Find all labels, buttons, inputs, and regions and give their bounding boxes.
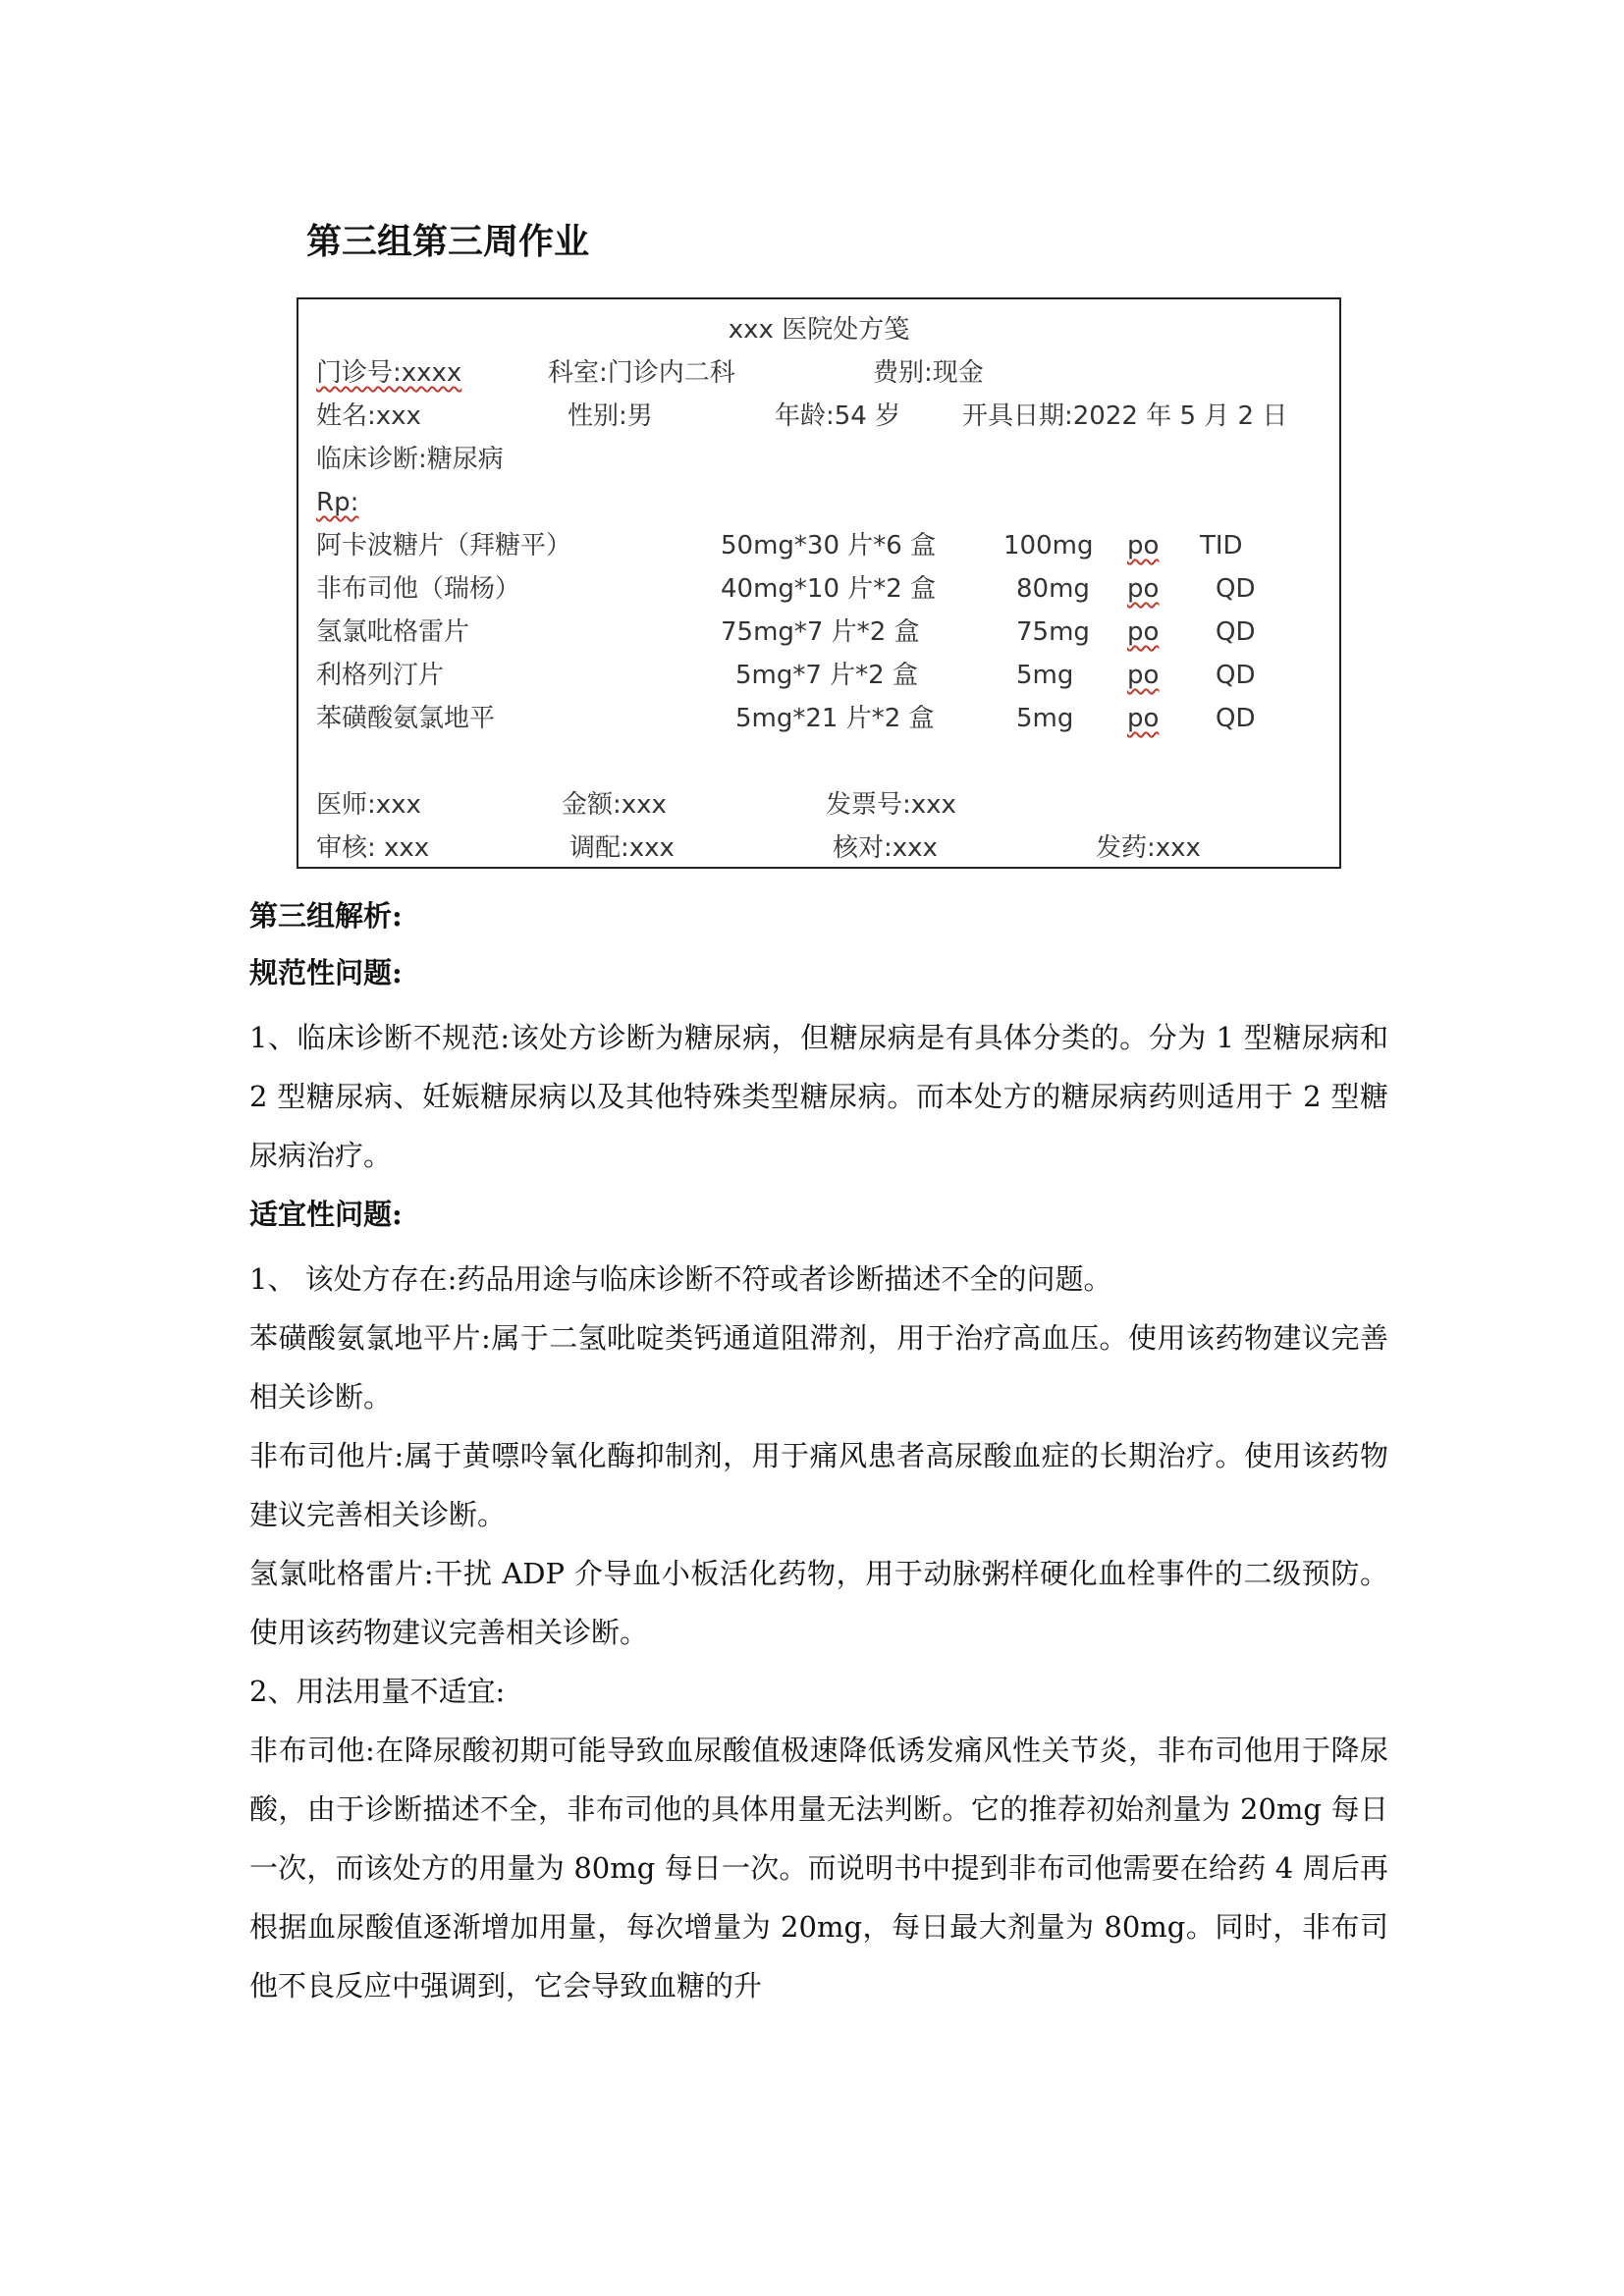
reviewer: 审核: xxx bbox=[316, 833, 430, 863]
drug-name: 非布司他（瑞杨） bbox=[316, 574, 521, 604]
suitability-item-1: 1、 该处方存在:药品用途与临床诊断不符或者诊断描述不全的问题。 bbox=[249, 1262, 1112, 1296]
fee-type: 费别:现金 bbox=[873, 358, 984, 388]
drug-spec: 50mg*30 片*6 盒 bbox=[721, 531, 937, 561]
outpatient-number: 门诊号:xxxx bbox=[316, 358, 462, 388]
drug-route: po bbox=[1127, 617, 1160, 647]
drug-spec: 40mg*10 片*2 盒 bbox=[721, 574, 937, 604]
drug-name: 氢氯吡格雷片 bbox=[316, 617, 470, 647]
drug-spec: 75mg*7 片*2 盒 bbox=[721, 617, 920, 647]
prescription-title: xxx 医院处方笺 bbox=[728, 315, 910, 345]
department: 科室:门诊内二科 bbox=[548, 358, 735, 388]
drug-frequency: QD bbox=[1216, 574, 1256, 604]
drug-dose: 5mg bbox=[1016, 704, 1074, 733]
drug-route: po bbox=[1127, 574, 1160, 604]
suitability-item-2: 2、用法用量不适宜: bbox=[249, 1675, 506, 1708]
patient-gender: 性别:男 bbox=[568, 401, 653, 431]
analysis-section bbox=[249, 888, 1388, 2015]
drug-frequency: QD bbox=[1216, 617, 1256, 647]
drug-name: 阿卡波糖片（拜糖平） bbox=[316, 531, 572, 561]
patient-name: 姓名:xxx bbox=[316, 401, 421, 431]
drug-dose: 75mg bbox=[1016, 617, 1090, 647]
drug-spec: 5mg*7 片*2 盒 bbox=[735, 661, 918, 690]
drug-name: 利格列汀片 bbox=[316, 661, 445, 690]
drug-name: 苯磺酸氨氯地平 bbox=[316, 704, 496, 733]
drug-spec: 5mg*21 片*2 盒 bbox=[735, 704, 935, 733]
patient-age: 年龄:54 岁 bbox=[775, 401, 901, 431]
prescription-slip bbox=[297, 297, 1341, 869]
issue-date: 开具日期:2022 年 5 月 2 日 bbox=[962, 401, 1288, 431]
drug-route: po bbox=[1127, 661, 1160, 690]
dispense-preparer: 调配:xxx bbox=[569, 833, 675, 863]
drug-dose: 5mg bbox=[1016, 661, 1074, 690]
drug-dose: 80mg bbox=[1016, 574, 1090, 604]
drug-frequency: QD bbox=[1216, 704, 1256, 733]
drug-route: po bbox=[1127, 531, 1160, 561]
dispenser: 发药:xxx bbox=[1096, 833, 1201, 863]
drug-frequency: TID bbox=[1200, 531, 1243, 561]
drug-route: po bbox=[1127, 704, 1160, 733]
febuxostat-note: 非布司他片:属于黄嘌呤氧化酶抑制剂，用于痛风患者高尿酸血症的长期治疗。使用该药物建议完善相关诊断。 bbox=[249, 1439, 1388, 1531]
amount: 金额:xxx bbox=[562, 790, 667, 820]
amlodipine-note: 苯磺酸氨氯地平片:属于二氢吡啶类钙通道阻滞剂，用于治疗高血压。使用该药物建议完善相关诊断。 bbox=[249, 1321, 1388, 1414]
drug-dose: 100mg bbox=[1003, 531, 1094, 561]
checker: 核对:xxx bbox=[833, 833, 938, 863]
clinical-diagnosis: 临床诊断:糖尿病 bbox=[316, 445, 504, 474]
group-analysis-heading: 第三组解析: bbox=[249, 899, 403, 933]
rp-label: Rp: bbox=[316, 488, 359, 517]
normative-issue-text: 1、临床诊断不规范:该处方诊断为糖尿病，但糖尿病是有具体分类的。分为 1 型糖尿病和 2 型糖尿病、妊娠糖尿病以及其他特殊类型糖尿病。而本处方的糖尿病药则适用于 2 型糖尿病治疗。 bbox=[249, 1021, 1388, 1172]
drug-frequency: QD bbox=[1216, 661, 1256, 690]
suitability-issues-heading: 适宜性问题: bbox=[249, 1198, 403, 1231]
clopidogrel-note: 氢氯吡格雷片:干扰 ADP 介导血小板活化药物，用于动脉粥样硬化血栓事件的二级预防。使用该药物建议完善相关诊断。 bbox=[249, 1557, 1388, 1649]
doctor: 医师:xxx bbox=[316, 790, 421, 820]
normative-issues-heading: 规范性问题: bbox=[249, 956, 403, 989]
document-title: 第三组第三周作业 bbox=[306, 222, 590, 262]
invoice-number: 发票号:xxx bbox=[826, 790, 956, 820]
febuxostat-dosage-note: 非布司他:在降尿酸初期可能导致血尿酸值极速降低诱发痛风性关节炎，非布司他用于降尿酸，由于诊断描述不全，非布司他的具体用量无法判断。它的推荐初始剂量为 20mg 每日一次，而该处方的用量为 80mg 每日一次。而说明书中提到非布司他需要在给药 4 周后再根据血尿酸值逐渐增加用量，每次增量为 20mg，每日最大剂量为 80mg。同时，非布司他不良反应中强调到，它会导致血糖的升 bbox=[249, 1734, 1388, 2002]
